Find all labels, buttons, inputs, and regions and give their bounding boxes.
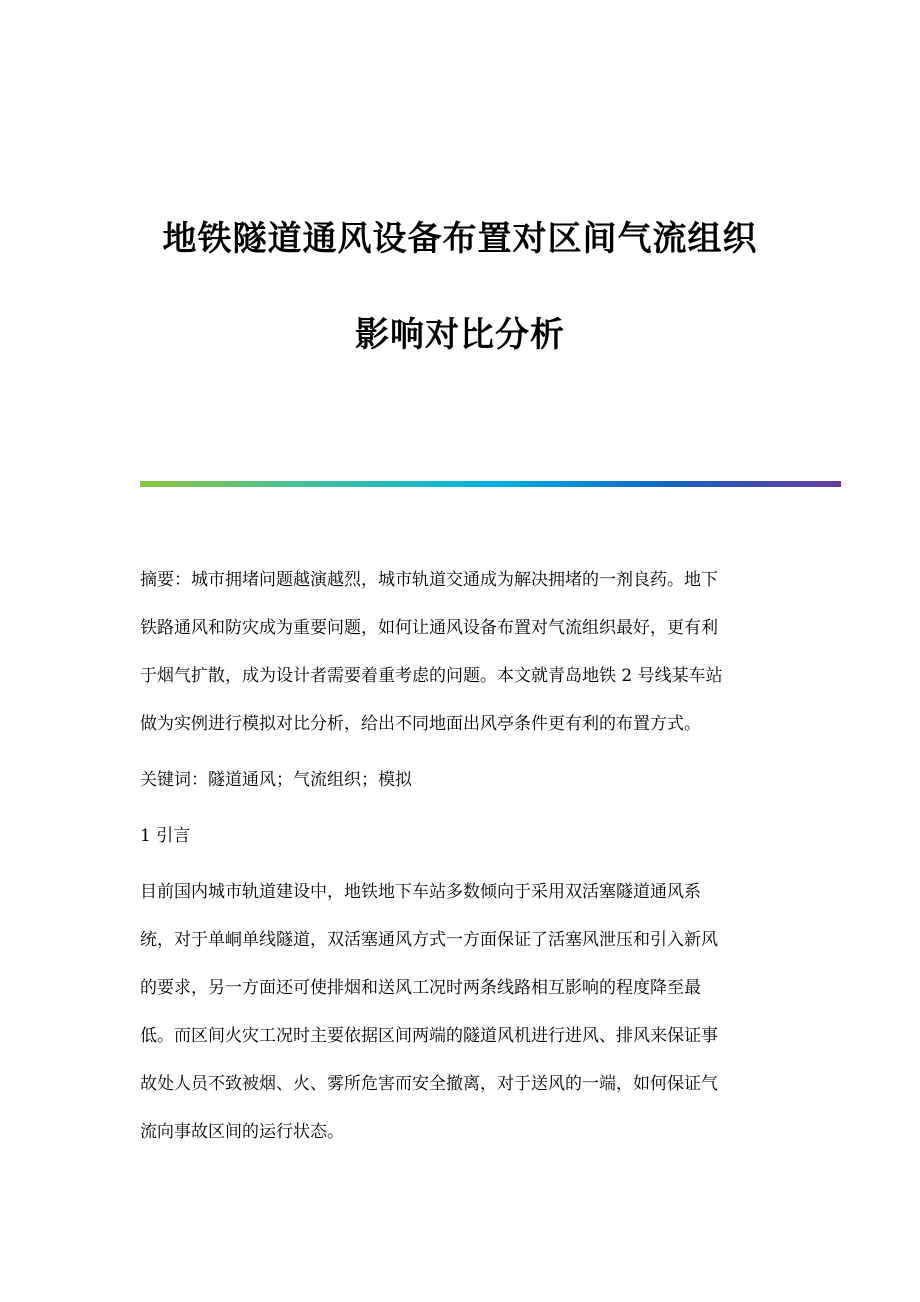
paragraph-line: 的要求，另一方面还可使排烟和送风工况时两条线路相互影响的程度降至最 xyxy=(140,978,701,998)
paragraph-line: 目前国内城市轨道建设中，地铁地下车站多数倾向于采用双活塞隧道通风系 xyxy=(140,882,701,902)
abstract-line: 铁路通风和防灾成为重要问题，如何让通风设备布置对气流组织最好，更有利 xyxy=(140,618,718,638)
paragraph-line: 低。而区间火灾工况时主要依据区间两端的隧道风机进行进风、排风来保证事 xyxy=(140,1026,718,1046)
section-heading: 1 引言 xyxy=(140,826,191,846)
document-title-line-1: 地铁隧道通风设备布置对区间气流组织 xyxy=(162,219,758,259)
paragraph-line: 故处人员不致被烟、火、雾所危害而安全撤离，对于送风的一端，如何保证气 xyxy=(140,1074,718,1094)
abstract-line: 做为实例进行模拟对比分析，给出不同地面出风亭条件更有利的布置方式。 xyxy=(140,714,701,734)
keywords-line: 关键词：隧道通风；气流组织；模拟 xyxy=(140,770,412,790)
abstract-line: 于烟气扩散，成为设计者需要着重考虑的问题。本文就青岛地铁 2 号线某车站 xyxy=(140,666,723,686)
paragraph-line: 统，对于单峒单线隧道，双活塞通风方式一方面保证了活塞风泄压和引入新风 xyxy=(140,930,718,950)
document-title-line-2: 影响对比分析 xyxy=(355,315,565,355)
abstract-line: 摘要：城市拥堵问题越演越烈，城市轨道交通成为解决拥堵的一剂良药。地下 xyxy=(140,570,718,590)
gradient-divider xyxy=(140,481,841,487)
paragraph-line: 流向事故区间的运行状态。 xyxy=(140,1122,344,1142)
